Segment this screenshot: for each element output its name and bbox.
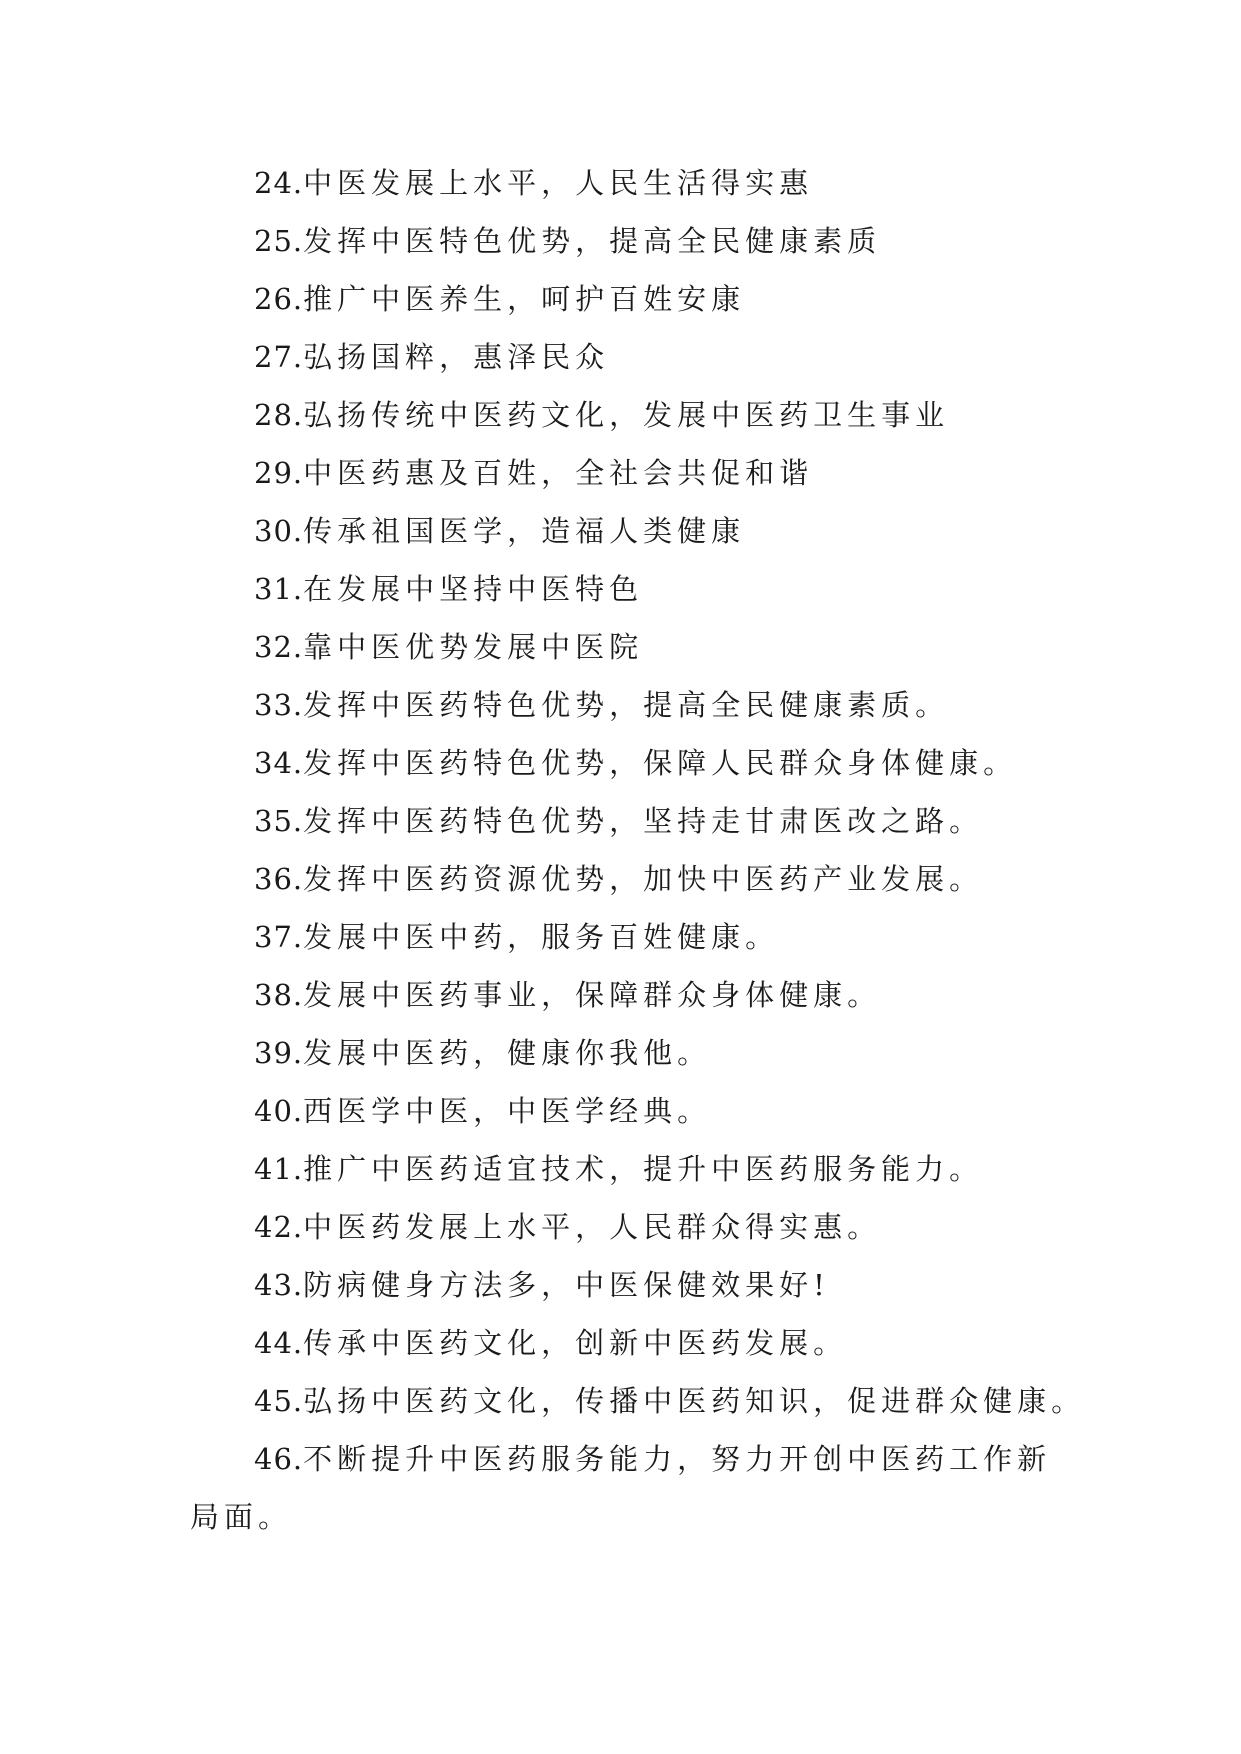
slogan-list — [190, 154, 1086, 1546]
list-item — [190, 1372, 1086, 1430]
item-number: 30. — [254, 514, 304, 548]
item-text: 发展中医药，健康你我他。 — [303, 1036, 712, 1070]
item-number: 28. — [254, 398, 304, 432]
item-text: 发挥中医药资源优势，加快中医药产业发展。 — [303, 862, 984, 896]
item-number: 25. — [254, 224, 304, 258]
item-text: 靠中医优势发展中医院 — [303, 630, 644, 664]
item-text: 传承中医药文化，创新中医药发展。 — [303, 1326, 848, 1360]
item-text: 弘扬中医药文化，传播中医药知识，促进群众健康。 — [303, 1384, 1086, 1418]
list-item — [190, 850, 1070, 908]
item-text: 发挥中医特色优势，提高全民健康素质 — [303, 224, 882, 258]
item-number: 26. — [254, 282, 304, 316]
item-number: 24. — [254, 166, 304, 200]
item-text: 推广中医药适宜技术，提升中医药服务能力。 — [303, 1152, 984, 1186]
list-item — [190, 154, 1070, 212]
item-number: 43. — [254, 1268, 304, 1302]
item-number: 45. — [254, 1384, 304, 1418]
list-item — [190, 444, 1070, 502]
item-number: 32. — [254, 630, 304, 664]
item-number: 40. — [254, 1094, 304, 1128]
item-text: 中医发展上水平，人民生活得实惠 — [303, 166, 814, 200]
item-text: 防病健身方法多，中医保健效果好! — [303, 1268, 830, 1302]
list-item — [190, 328, 1070, 386]
list-item — [190, 560, 1070, 618]
item-number: 27. — [254, 340, 304, 374]
item-text: 发展中医药事业，保障群众身体健康。 — [303, 978, 882, 1012]
item-text: 西医学中医，中医学经典。 — [303, 1094, 712, 1128]
item-number: 29. — [254, 456, 304, 490]
list-item — [190, 618, 1070, 676]
item-number: 39. — [254, 1036, 304, 1070]
item-text: 推广中医养生，呵护百姓安康 — [303, 282, 746, 316]
list-item — [190, 966, 1070, 1024]
item-text: 不断提升中医药服务能力，努力开创中医药工作新局面。 — [190, 1442, 1052, 1534]
list-item — [190, 676, 1070, 734]
list-item — [190, 1256, 1070, 1314]
item-number: 44. — [254, 1326, 304, 1360]
list-item — [190, 792, 1070, 850]
item-number: 36. — [254, 862, 304, 896]
list-item — [190, 1140, 1070, 1198]
item-text: 发挥中医药特色优势，坚持走甘肃医改之路。 — [303, 804, 984, 838]
item-text: 传承祖国医学，造福人类健康 — [303, 514, 746, 548]
item-text: 在发展中坚持中医特色 — [303, 572, 644, 606]
item-text: 中医药惠及百姓，全社会共促和谐 — [303, 456, 814, 490]
item-text: 中医药发展上水平，人民群众得实惠。 — [303, 1210, 882, 1244]
item-number: 38. — [254, 978, 304, 1012]
list-item — [190, 502, 1070, 560]
item-text: 弘扬国粹，惠泽民众 — [303, 340, 610, 374]
list-item — [190, 212, 1070, 270]
item-number: 46. — [254, 1442, 304, 1476]
item-number: 35. — [254, 804, 304, 838]
list-item — [190, 908, 1070, 966]
list-item — [190, 270, 1070, 328]
item-text: 发挥中医药特色优势，保障人民群众身体健康。 — [303, 746, 1018, 780]
list-item — [190, 1198, 1070, 1256]
item-text: 发展中医中药，服务百姓健康。 — [303, 920, 780, 954]
item-number: 31. — [254, 572, 304, 606]
item-number: 33. — [254, 688, 304, 722]
item-number: 37. — [254, 920, 304, 954]
list-item — [190, 1430, 1070, 1546]
item-text: 弘扬传统中医药文化，发展中医药卫生事业 — [303, 398, 950, 432]
list-item — [190, 1082, 1070, 1140]
list-item — [190, 1024, 1070, 1082]
list-item — [190, 734, 1070, 792]
item-number: 41. — [254, 1152, 304, 1186]
list-item — [190, 1314, 1070, 1372]
list-item — [190, 386, 1070, 444]
item-number: 34. — [254, 746, 304, 780]
item-number: 42. — [254, 1210, 304, 1244]
item-text: 发挥中医药特色优势，提高全民健康素质。 — [303, 688, 950, 722]
